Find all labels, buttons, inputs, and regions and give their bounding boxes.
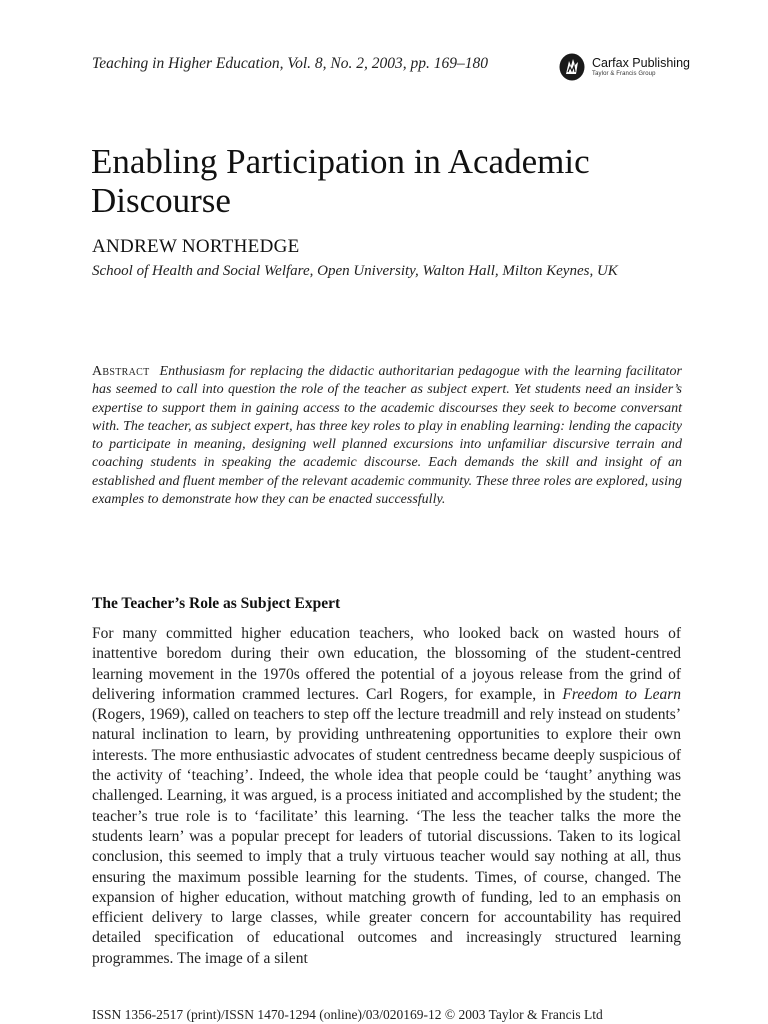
publisher-name: Carfax Publishing (592, 55, 690, 70)
abstract-text: Enthusiasm for replacing the didactic authoritarian pedagogue with the learning facilitator has seemed to call into question the role of the teacher as subject expert. Yet students need an insider’s expertise to support them in gaining access to the academic discourses they seek to become conversant with. The teacher, as subject expert, has three key roles to play in enabling learning: lending the capacity to participate in meaning, designing well planned excursions into unfamiliar discursive terrain and coaching students in speaking the academic discourse. Each demands the skill and insight of an established and fluent member of the relevant academic community. These three roles are explored, using examples to demonstrate how they can be enacted successfully. (92, 364, 682, 508)
body-paragraph (92, 624, 681, 969)
paragraph-text-part1: For many committed higher education teachers, who looked back on wasted hours of inattentive boredom during their own education, the blossoming of the student-centred learning movement in the 1970s offered the potential of a joyous release from the grind of delivering information crammed lectures. Carl Rogers, for example, in (92, 625, 681, 703)
book-title: Freedom to Learn (562, 685, 682, 703)
carfax-logo-icon (558, 52, 586, 82)
journal-citation: Teaching in Higher Education, Vol. 8, No. 2, 2003, pp. 169–180 (92, 55, 488, 72)
publisher-logo (558, 52, 690, 82)
abstract-label: Abstract (92, 364, 150, 379)
paragraph-text-part2: (Rogers, 1969), called on teachers to step off the lecture treadmill and rely instead on students’ natural inclination to learn, by providing unthreatening opportunities to explore their own interests. The more enthusiastic advocates of student centredness became deeply suspicious of the activity of ‘teaching’. Indeed, the whole idea that people could be ‘taught’ anything was challenged. Learning, it was argued, is a process initiated and accomplished by the student; the teacher’s true role is to ‘facilitate’ this learning. ‘The less the teacher talks the more the students learn’ was a popular precept for leaders of tutorial discussions. Taken to its logical conclusion, this seemed to imply that a truly virtuous teacher would say nothing at all, thus ensuring the maximum possible learning for the students. Times, of course, changed. The expansion of higher education, without matching growth of funding, led to an emphasis on efficient delivery to large classes, while greater concern for accountability has required detailed specification of educational outcomes and increasingly structured learning programmes. The image of a silent (92, 706, 681, 967)
author-affiliation: School of Health and Social Welfare, Open University, Walton Hall, Milton Keynes, UK (92, 263, 618, 279)
section-heading: The Teacher’s Role as Subject Expert (92, 595, 341, 612)
footer-issn: ISSN 1356-2517 (print)/ISSN 1470-1294 (online)/03/020169-12 © 2003 Taylor & Francis Ltd (92, 1007, 603, 1022)
author-name: ANDREW NORTHEDGE (92, 236, 300, 257)
abstract (92, 363, 682, 509)
article-title: Enabling Participation in Academic Discourse (91, 142, 590, 220)
publisher-subtitle: Taylor & Francis Group (592, 71, 656, 78)
